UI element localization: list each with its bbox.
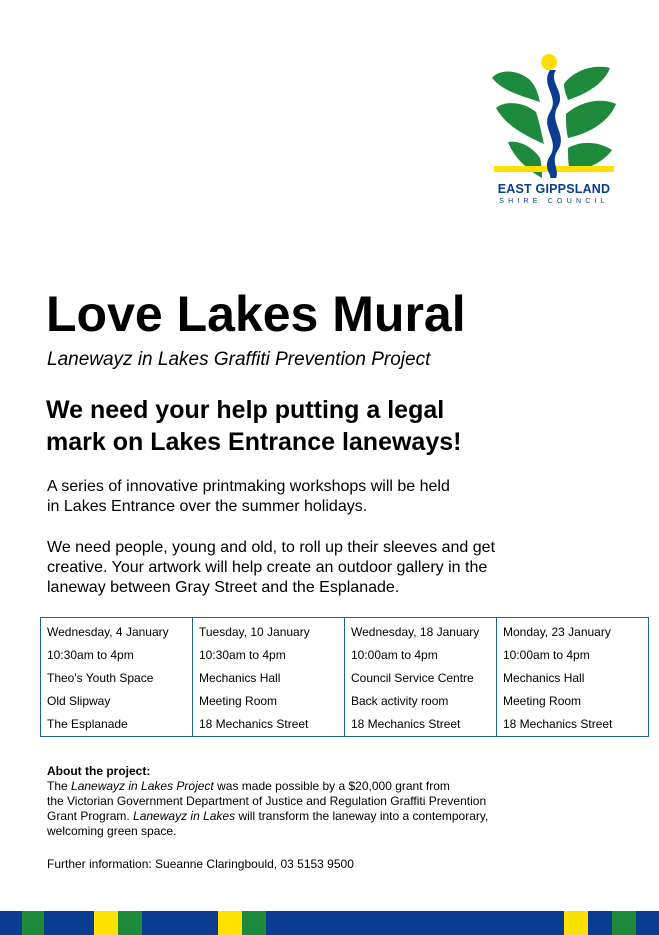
workshop-address: The Esplanade bbox=[47, 717, 128, 731]
intro-paragraph-1 bbox=[47, 477, 450, 517]
stripe-segment bbox=[118, 911, 142, 935]
workshop-cell-3 bbox=[345, 618, 497, 737]
stripe-segment bbox=[612, 911, 636, 935]
workshop-room: Meeting Room bbox=[199, 694, 278, 708]
stripe-segment bbox=[142, 911, 218, 935]
project-name-emphasis: Lanewayz in Lakes Project bbox=[71, 779, 214, 793]
workshop-venue: Council Service Centre bbox=[351, 671, 474, 685]
workshop-date: Tuesday, 10 January bbox=[199, 625, 310, 639]
logo-leaf-left-top bbox=[492, 72, 540, 103]
intro-p1-line2: in Lakes Entrance over the summer holidays. bbox=[47, 498, 368, 515]
workshop-date: Monday, 23 January bbox=[503, 625, 611, 639]
workshop-room: Meeting Room bbox=[503, 694, 582, 708]
workshop-venue: Theo's Youth Space bbox=[47, 671, 154, 685]
logo-sun bbox=[541, 54, 557, 70]
logo-name-line1: EAST GIPPSLAND bbox=[497, 182, 611, 196]
workshop-cell-1 bbox=[41, 618, 193, 737]
intro-p1-line1: A series of innovative printmaking workshops will be held bbox=[47, 478, 450, 495]
headline-line1: We need your help putting a legal bbox=[46, 396, 445, 424]
about-section bbox=[47, 764, 567, 839]
workshop-room: Back activity room bbox=[351, 694, 449, 708]
about-text: was made possible by a $20,000 grant from bbox=[213, 779, 450, 793]
workshop-time: 10:00am to 4pm bbox=[351, 648, 438, 662]
logo-leaf-right-mid bbox=[566, 101, 616, 138]
page-subtitle: Lanewayz in Lakes Graffiti Prevention Project bbox=[47, 349, 431, 370]
workshop-time: 10:00am to 4pm bbox=[503, 648, 590, 662]
logo-leaf-left-low bbox=[508, 142, 542, 178]
stripe-segment bbox=[44, 911, 94, 935]
workshop-address: 18 Mechanics Street bbox=[503, 717, 613, 731]
about-heading: About the project: bbox=[47, 764, 151, 778]
intro-p2-line1: We need people, young and old, to roll up their sleeves and get bbox=[47, 539, 496, 556]
about-text: will transform the laneway into a contemporary, bbox=[235, 809, 489, 823]
about-line-1 bbox=[47, 779, 567, 794]
logo-leaf-right-top bbox=[564, 67, 610, 100]
stripe-segment bbox=[94, 911, 118, 935]
stripe-segment bbox=[242, 911, 266, 935]
headline bbox=[46, 394, 461, 458]
about-line-3 bbox=[47, 809, 567, 824]
logo-leaf-left-mid bbox=[496, 103, 544, 144]
stripe-segment bbox=[0, 911, 22, 935]
logo-river bbox=[547, 70, 561, 178]
stripe-segment bbox=[22, 911, 44, 935]
workshop-venue: Mechanics Hall bbox=[503, 671, 585, 685]
stripe-segment bbox=[636, 911, 659, 935]
further-information: Further information: Sueanne Claringbould, 03 5153 9500 bbox=[47, 857, 354, 871]
stripe-segment bbox=[588, 911, 612, 935]
workshop-cell-2 bbox=[193, 618, 345, 737]
intro-paragraph-2 bbox=[47, 538, 495, 598]
stripe-segment bbox=[564, 911, 588, 935]
workshop-address: 18 Mechanics Street bbox=[351, 717, 461, 731]
footer-color-stripe bbox=[0, 911, 659, 935]
stripe-segment bbox=[266, 911, 564, 935]
workshop-date: Wednesday, 18 January bbox=[351, 625, 480, 639]
about-text: Grant Program. bbox=[47, 809, 134, 823]
about-text: The bbox=[47, 779, 72, 793]
workshop-schedule-table bbox=[40, 617, 649, 737]
headline-line2: mark on Lakes Entrance laneways! bbox=[46, 428, 462, 456]
workshop-cell-4 bbox=[497, 618, 649, 737]
logo-name-line2: SHIRE COUNCIL bbox=[499, 198, 609, 205]
table-row bbox=[41, 618, 649, 737]
about-line-4: welcoming green space. bbox=[47, 824, 177, 838]
workshop-room: Old Slipway bbox=[47, 694, 111, 708]
workshop-date: Wednesday, 4 January bbox=[47, 625, 169, 639]
page-title: Love Lakes Mural bbox=[46, 286, 466, 342]
intro-p2-line2: creative. Your artwork will help create an outdoor gallery in the bbox=[47, 559, 488, 576]
workshop-venue: Mechanics Hall bbox=[199, 671, 281, 685]
about-line-2: the Victorian Government Department of Justice and Regulation Graffiti Prevention bbox=[47, 794, 487, 808]
intro-p2-line3: laneway between Gray Street and the Esplanade. bbox=[47, 579, 400, 596]
workshop-address: 18 Mechanics Street bbox=[199, 717, 309, 731]
workshop-time: 10:30am to 4pm bbox=[47, 648, 134, 662]
project-name-emphasis: Lanewayz in Lakes bbox=[133, 809, 236, 823]
workshop-time: 10:30am to 4pm bbox=[199, 648, 286, 662]
stripe-segment bbox=[218, 911, 242, 935]
